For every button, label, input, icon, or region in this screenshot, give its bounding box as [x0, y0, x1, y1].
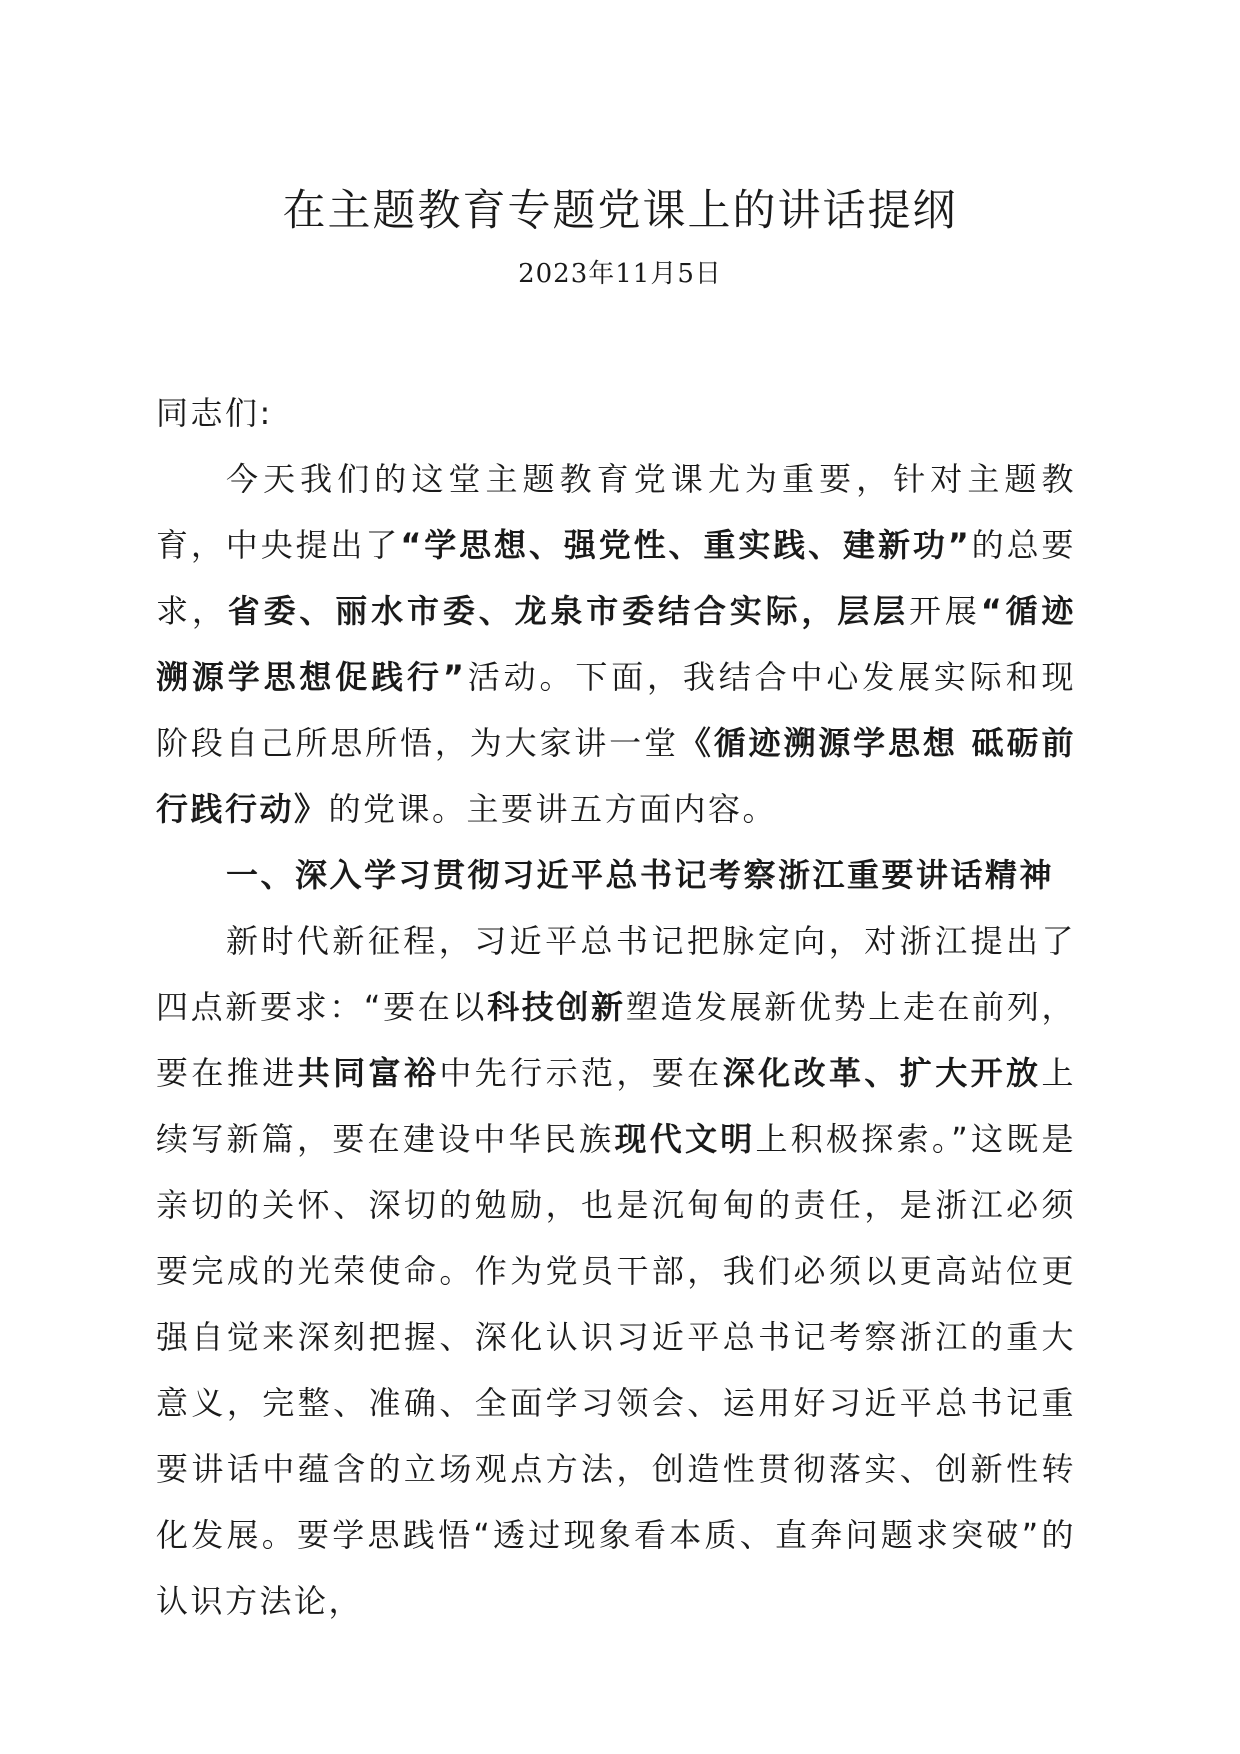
section-bold-4: 现代文明: [614, 1120, 756, 1158]
section-text-4: 上续写新篇，要在建设中华民族: [156, 1054, 1076, 1158]
section-text-2: 塑造发展新优势上走在前列，要在推进: [156, 988, 1076, 1092]
section-bold-2: 共同富裕: [297, 1054, 440, 1092]
page-title: 在主题教育专题党课上的讲话提纲: [282, 186, 958, 236]
intro-paragraph: [156, 446, 1076, 842]
document-date: 2023年11月5日: [518, 259, 722, 289]
intro-text-1: 今天我们的这堂主题教育党课尤为重要，针对主题教育，中央提出了: [156, 460, 1076, 564]
intro-bold-4: 《循迹溯源学思想 砥砺前行践行动》: [156, 724, 1076, 828]
section-text-5: 上积极探索。”这既是亲切的关怀、深切的勉励，也是沉甸甸的责任，是浙江必须要完成的光荣使命。作为党员干部，我们必须以更高站位更强自觉来深刻把握、深化认识习近平总书记考察浙江的重大意义，完整、准确、全面学习领会、运用好习近平总书记重要讲话中蕴含的立场观点方法，创造性贯彻落实、创新性转化发展。要学思践悟“透过现象看本质、直奔问题求突破”的认识方法论，: [156, 1120, 1076, 1620]
intro-text-3: 开展: [909, 592, 981, 630]
section-bold-3: 深化改革、扩大开放: [722, 1054, 1042, 1092]
intro-text-2: 的总要求，: [156, 526, 1076, 630]
document-body: [156, 380, 1076, 1634]
section-text-3: 中先行示范，要在: [439, 1054, 723, 1092]
intro-bold-2: 省委、丽水市委、龙泉市委结合实际，层层: [227, 592, 909, 630]
intro-bold-3: “循迹溯源学思想促践行”: [156, 592, 1076, 696]
intro-text-5: 的党课。主要讲五方面内容。: [328, 790, 778, 828]
intro-text-4: 活动。下面，我结合中心发展实际和现阶段自己所思所悟，为大家讲一堂: [156, 658, 1076, 762]
salutation: 同志们:: [156, 394, 273, 432]
intro-bold-1: “学思想、强党性、重实践、建新功”: [400, 526, 972, 564]
section-heading-1: 一、深入学习贯彻习近平总书记考察浙江重要讲话精神: [226, 856, 1055, 894]
section-paragraph-1: [156, 908, 1076, 1634]
section-bold-1: 科技创新: [487, 988, 626, 1026]
section-text-1: 新时代新征程，习近平总书记把脉定向，对浙江提出了四点新要求：“要在以: [156, 922, 1076, 1026]
